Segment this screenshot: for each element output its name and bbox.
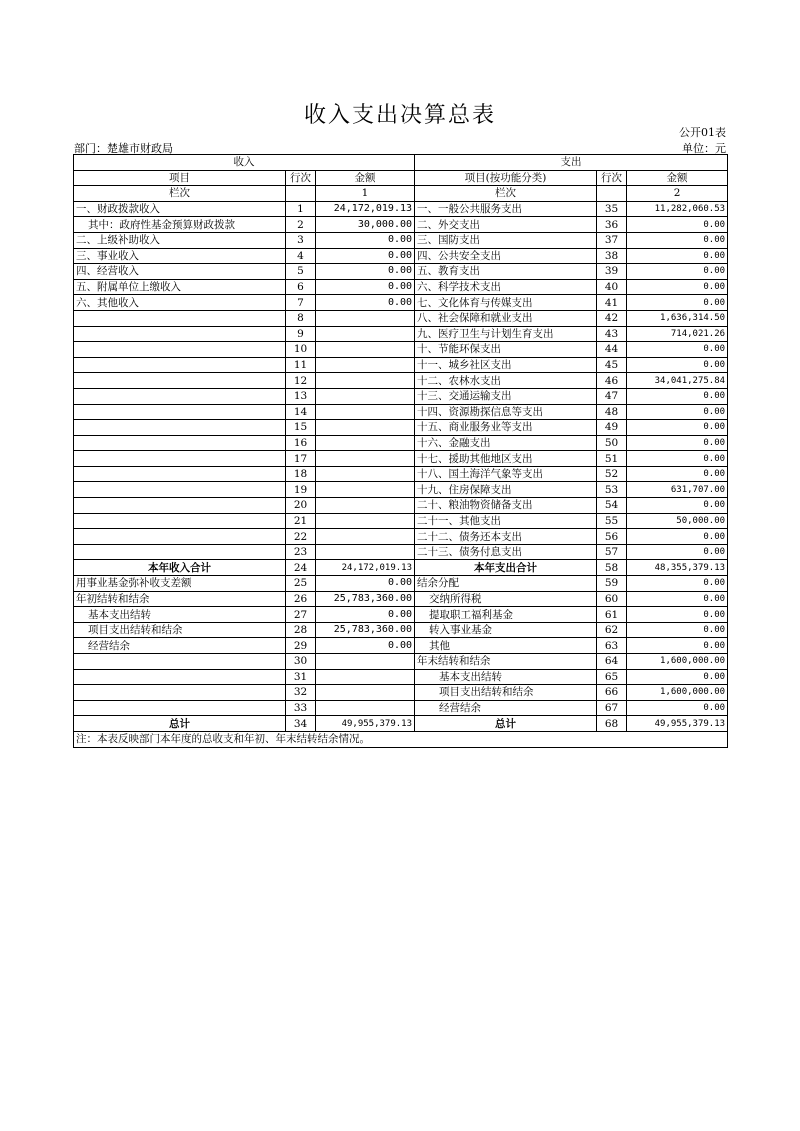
unit-label: 单位：元 (682, 142, 726, 155)
income-row-no: 7 (286, 295, 316, 311)
income-row-no: 12 (286, 373, 316, 389)
expense-row-no: 43 (597, 326, 627, 342)
income-row-no: 5 (286, 264, 316, 280)
table-row (74, 638, 728, 654)
expense-item: 本年支出合计 (415, 560, 597, 576)
expense-row-no: 55 (597, 513, 627, 529)
expense-row-no: 41 (597, 295, 627, 311)
income-amount: 25,783,360.00 (316, 591, 415, 607)
expense-item: 十二、农林水支出 (415, 373, 597, 389)
expense-column-index: 2 (627, 186, 728, 202)
income-item (74, 388, 286, 404)
expense-item: 结余分配 (415, 576, 597, 592)
income-item: 用事业基金弥补收支差额 (74, 576, 286, 592)
income-item: 一、财政拨款收入 (74, 201, 286, 217)
expense-row-no: 50 (597, 435, 627, 451)
expense-item: 经营结余 (415, 700, 597, 716)
income-amount-header: 金额 (316, 170, 415, 186)
expense-item: 三、国防支出 (415, 232, 597, 248)
expense-row-no: 68 (597, 716, 627, 732)
income-row-no: 31 (286, 669, 316, 685)
expense-amount: 0.00 (627, 357, 728, 373)
income-column-index-label: 栏次 (74, 186, 286, 202)
expense-column-index-label: 栏次 (415, 186, 597, 202)
expense-amount: 0.00 (627, 591, 728, 607)
income-amount (316, 388, 415, 404)
expense-item: 交纳所得税 (415, 591, 597, 607)
table-row (74, 248, 728, 264)
expense-amount: 0.00 (627, 700, 728, 716)
income-amount (316, 513, 415, 529)
expense-row-no: 45 (597, 357, 627, 373)
income-item (74, 513, 286, 529)
expense-item: 五、教育支出 (415, 264, 597, 280)
income-amount (316, 654, 415, 670)
expense-amount: 0.00 (627, 217, 728, 233)
income-row-no: 29 (286, 638, 316, 654)
income-item: 总计 (74, 716, 286, 732)
expense-row-no: 35 (597, 201, 627, 217)
income-amount (316, 435, 415, 451)
income-row-no: 4 (286, 248, 316, 264)
expense-item: 十一、城乡社区支出 (415, 357, 597, 373)
income-amount (316, 420, 415, 436)
income-row-no: 30 (286, 654, 316, 670)
expense-item: 四、公共安全支出 (415, 248, 597, 264)
expense-item: 七、文化体育与传媒支出 (415, 295, 597, 311)
expense-row-no: 42 (597, 310, 627, 326)
expense-item: 九、医疗卫生与计划生育支出 (415, 326, 597, 342)
expense-row-no: 58 (597, 560, 627, 576)
income-item (74, 669, 286, 685)
income-row-no: 24 (286, 560, 316, 576)
expense-amount: 50,000.00 (627, 513, 728, 529)
expense-amount: 0.00 (627, 466, 728, 482)
expense-amount: 0.00 (627, 669, 728, 685)
income-item: 项目支出结转和结余 (74, 622, 286, 638)
table-row (74, 669, 728, 685)
table-row (74, 482, 728, 498)
expense-item: 十五、商业服务业等支出 (415, 420, 597, 436)
table-row (74, 466, 728, 482)
expense-row-no: 56 (597, 529, 627, 545)
income-item (74, 326, 286, 342)
income-item (74, 420, 286, 436)
table-row (74, 232, 728, 248)
expense-amount: 0.00 (627, 622, 728, 638)
income-row-no: 3 (286, 232, 316, 248)
expense-item: 其他 (415, 638, 597, 654)
expense-row-no: 67 (597, 700, 627, 716)
expense-section-header: 支出 (415, 155, 728, 171)
expense-row-no: 60 (597, 591, 627, 607)
income-amount (316, 342, 415, 358)
expense-amount: 0.00 (627, 279, 728, 295)
income-row-no: 8 (286, 310, 316, 326)
expense-item: 十四、资源勘探信息等支出 (415, 404, 597, 420)
income-row-no: 6 (286, 279, 316, 295)
expense-item: 转入事业基金 (415, 622, 597, 638)
expense-row-no: 57 (597, 544, 627, 560)
income-item: 五、附属单位上缴收入 (74, 279, 286, 295)
table-row (74, 576, 728, 592)
expense-item: 项目支出结转和结余 (415, 685, 597, 701)
expense-row-no: 54 (597, 498, 627, 514)
income-amount: 24,172,019.13 (316, 560, 415, 576)
income-row-no: 32 (286, 685, 316, 701)
expense-row-no: 59 (597, 576, 627, 592)
income-item (74, 357, 286, 373)
table-row (74, 529, 728, 545)
expense-row-no: 44 (597, 342, 627, 358)
income-row-no: 28 (286, 622, 316, 638)
table-row (74, 498, 728, 514)
form-code: 公开01表 (679, 126, 726, 139)
page-title: 收入支出决算总表 (303, 103, 496, 128)
expense-amount: 714,021.26 (627, 326, 728, 342)
expense-amount: 49,955,379.13 (627, 716, 728, 732)
income-row-no: 18 (286, 466, 316, 482)
income-item (74, 498, 286, 514)
income-item (74, 654, 286, 670)
expense-amount: 0.00 (627, 388, 728, 404)
income-row-no: 23 (286, 544, 316, 560)
income-row-no: 27 (286, 607, 316, 623)
income-amount: 25,783,360.00 (316, 622, 415, 638)
table-row (74, 513, 728, 529)
income-amount (316, 451, 415, 467)
income-amount: 0.00 (316, 248, 415, 264)
expense-amount-header: 金额 (627, 170, 728, 186)
income-amount: 0.00 (316, 279, 415, 295)
income-item: 二、上级补助收入 (74, 232, 286, 248)
income-row-no: 9 (286, 326, 316, 342)
header-row-section (74, 155, 728, 171)
expense-item-header: 项目(按功能分类) (415, 170, 597, 186)
expense-row-no-header: 行次 (597, 170, 627, 186)
expense-amount: 0.00 (627, 264, 728, 280)
expense-row-no: 36 (597, 217, 627, 233)
expense-row-no: 66 (597, 685, 627, 701)
income-amount (316, 700, 415, 716)
expense-row-no: 40 (597, 279, 627, 295)
income-item (74, 544, 286, 560)
table-row (74, 326, 728, 342)
table-row (74, 591, 728, 607)
income-item: 三、事业收入 (74, 248, 286, 264)
income-item (74, 404, 286, 420)
income-amount: 0.00 (316, 264, 415, 280)
income-amount (316, 326, 415, 342)
income-row-no: 34 (286, 716, 316, 732)
table-row (74, 451, 728, 467)
expense-item: 二、外交支出 (415, 217, 597, 233)
income-row-no: 22 (286, 529, 316, 545)
table-row (74, 560, 728, 576)
expense-item: 总计 (415, 716, 597, 732)
income-amount: 0.00 (316, 607, 415, 623)
income-row-no: 26 (286, 591, 316, 607)
income-amount (316, 669, 415, 685)
budget-summary-table (73, 154, 728, 748)
income-row-no: 17 (286, 451, 316, 467)
expense-row-no: 47 (597, 388, 627, 404)
table-row (74, 435, 728, 451)
expense-item: 十三、交通运输支出 (415, 388, 597, 404)
income-amount: 30,000.00 (316, 217, 415, 233)
table-row (74, 654, 728, 670)
expense-item: 十九、住房保障支出 (415, 482, 597, 498)
expense-item: 一、一般公共服务支出 (415, 201, 597, 217)
table-row (74, 310, 728, 326)
expense-amount: 1,600,000.00 (627, 654, 728, 670)
expense-item: 二十、粮油物资储备支出 (415, 498, 597, 514)
income-item: 其中：政府性基金预算财政拨款 (74, 217, 286, 233)
table-row (74, 716, 728, 732)
expense-item: 二十一、其他支出 (415, 513, 597, 529)
income-item (74, 700, 286, 716)
table-row (74, 295, 728, 311)
income-item (74, 685, 286, 701)
income-item (74, 466, 286, 482)
expense-amount: 0.00 (627, 342, 728, 358)
expense-amount: 0.00 (627, 638, 728, 654)
expense-row-no: 51 (597, 451, 627, 467)
expense-amount: 1,600,000.00 (627, 685, 728, 701)
income-item (74, 310, 286, 326)
income-item: 年初结转和结余 (74, 591, 286, 607)
note-row (74, 731, 728, 747)
income-section-header: 收入 (74, 155, 415, 171)
income-row-no: 15 (286, 420, 316, 436)
expense-row-no: 39 (597, 264, 627, 280)
expense-row-no: 62 (597, 622, 627, 638)
income-row-no: 14 (286, 404, 316, 420)
expense-item: 六、科学技术支出 (415, 279, 597, 295)
income-row-no: 16 (286, 435, 316, 451)
expense-row-no: 46 (597, 373, 627, 389)
income-amount: 0.00 (316, 576, 415, 592)
table-row (74, 373, 728, 389)
income-row-no: 11 (286, 357, 316, 373)
table-row (74, 217, 728, 233)
income-column-index-blank (286, 186, 316, 202)
income-amount (316, 544, 415, 560)
expense-amount: 631,707.00 (627, 482, 728, 498)
expense-amount: 0.00 (627, 420, 728, 436)
income-row-no: 10 (286, 342, 316, 358)
expense-row-no: 64 (597, 654, 627, 670)
table-row (74, 388, 728, 404)
expense-row-no: 49 (597, 420, 627, 436)
income-row-no: 21 (286, 513, 316, 529)
income-item-header: 项目 (74, 170, 286, 186)
income-item (74, 342, 286, 358)
expense-amount: 1,636,314.50 (627, 310, 728, 326)
income-item: 基本支出结转 (74, 607, 286, 623)
income-item: 本年收入合计 (74, 560, 286, 576)
table-row (74, 685, 728, 701)
expense-amount: 0.00 (627, 607, 728, 623)
expense-item: 年末结转和结余 (415, 654, 597, 670)
income-item (74, 529, 286, 545)
expense-amount: 48,355,379.13 (627, 560, 728, 576)
expense-item: 十八、国土海洋气象等支出 (415, 466, 597, 482)
income-amount: 49,955,379.13 (316, 716, 415, 732)
income-amount (316, 310, 415, 326)
income-amount (316, 529, 415, 545)
expense-item: 八、社会保障和就业支出 (415, 310, 597, 326)
table-row (74, 342, 728, 358)
income-row-no: 2 (286, 217, 316, 233)
table-row (74, 622, 728, 638)
expense-row-no: 52 (597, 466, 627, 482)
income-item (74, 482, 286, 498)
table-row (74, 544, 728, 560)
expense-item: 二十二、债务还本支出 (415, 529, 597, 545)
expense-amount: 0.00 (627, 529, 728, 545)
income-item: 四、经营收入 (74, 264, 286, 280)
table-row (74, 700, 728, 716)
income-item (74, 451, 286, 467)
table-row (74, 201, 728, 217)
income-amount: 0.00 (316, 638, 415, 654)
income-row-no: 20 (286, 498, 316, 514)
expense-amount: 34,041,275.84 (627, 373, 728, 389)
expense-amount: 0.00 (627, 576, 728, 592)
expense-item: 基本支出结转 (415, 669, 597, 685)
expense-item: 十、节能环保支出 (415, 342, 597, 358)
table-row (74, 357, 728, 373)
header-row-columns (74, 170, 728, 186)
table-row (74, 264, 728, 280)
expense-item: 二十三、债务付息支出 (415, 544, 597, 560)
expense-amount: 0.00 (627, 451, 728, 467)
table-row (74, 279, 728, 295)
income-item (74, 435, 286, 451)
income-row-no-header: 行次 (286, 170, 316, 186)
expense-row-no: 65 (597, 669, 627, 685)
income-item: 六、其他收入 (74, 295, 286, 311)
income-item: 经营结余 (74, 638, 286, 654)
expense-amount: 0.00 (627, 404, 728, 420)
expense-row-no: 37 (597, 232, 627, 248)
expense-item: 十六、金融支出 (415, 435, 597, 451)
table-row (74, 607, 728, 623)
expense-row-no: 63 (597, 638, 627, 654)
expense-item: 提取职工福利基金 (415, 607, 597, 623)
income-amount: 0.00 (316, 232, 415, 248)
expense-amount: 0.00 (627, 295, 728, 311)
header-row-column-index (74, 186, 728, 202)
income-column-index: 1 (316, 186, 415, 202)
income-row-no: 25 (286, 576, 316, 592)
income-row-no: 13 (286, 388, 316, 404)
income-amount (316, 404, 415, 420)
expense-column-index-blank (597, 186, 627, 202)
income-amount (316, 498, 415, 514)
income-amount (316, 466, 415, 482)
income-row-no: 19 (286, 482, 316, 498)
expense-amount: 0.00 (627, 498, 728, 514)
expense-row-no: 48 (597, 404, 627, 420)
expense-row-no: 53 (597, 482, 627, 498)
expense-row-no: 61 (597, 607, 627, 623)
expense-amount: 0.00 (627, 248, 728, 264)
income-row-no: 33 (286, 700, 316, 716)
expense-amount: 11,282,060.53 (627, 201, 728, 217)
income-amount (316, 482, 415, 498)
income-item (74, 373, 286, 389)
expense-amount: 0.00 (627, 544, 728, 560)
income-row-no: 1 (286, 201, 316, 217)
income-amount (316, 357, 415, 373)
income-amount (316, 373, 415, 389)
expense-amount: 0.00 (627, 232, 728, 248)
table-row (74, 404, 728, 420)
expense-row-no: 38 (597, 248, 627, 264)
expense-item: 十七、援助其他地区支出 (415, 451, 597, 467)
table-note: 注：本表反映部门本年度的总收支和年初、年末结转结余情况。 (74, 731, 728, 747)
expense-amount: 0.00 (627, 435, 728, 451)
income-amount: 0.00 (316, 295, 415, 311)
income-amount (316, 685, 415, 701)
department-label: 部门：楚雄市财政局 (74, 142, 173, 155)
income-amount: 24,172,019.13 (316, 201, 415, 217)
table-row (74, 420, 728, 436)
